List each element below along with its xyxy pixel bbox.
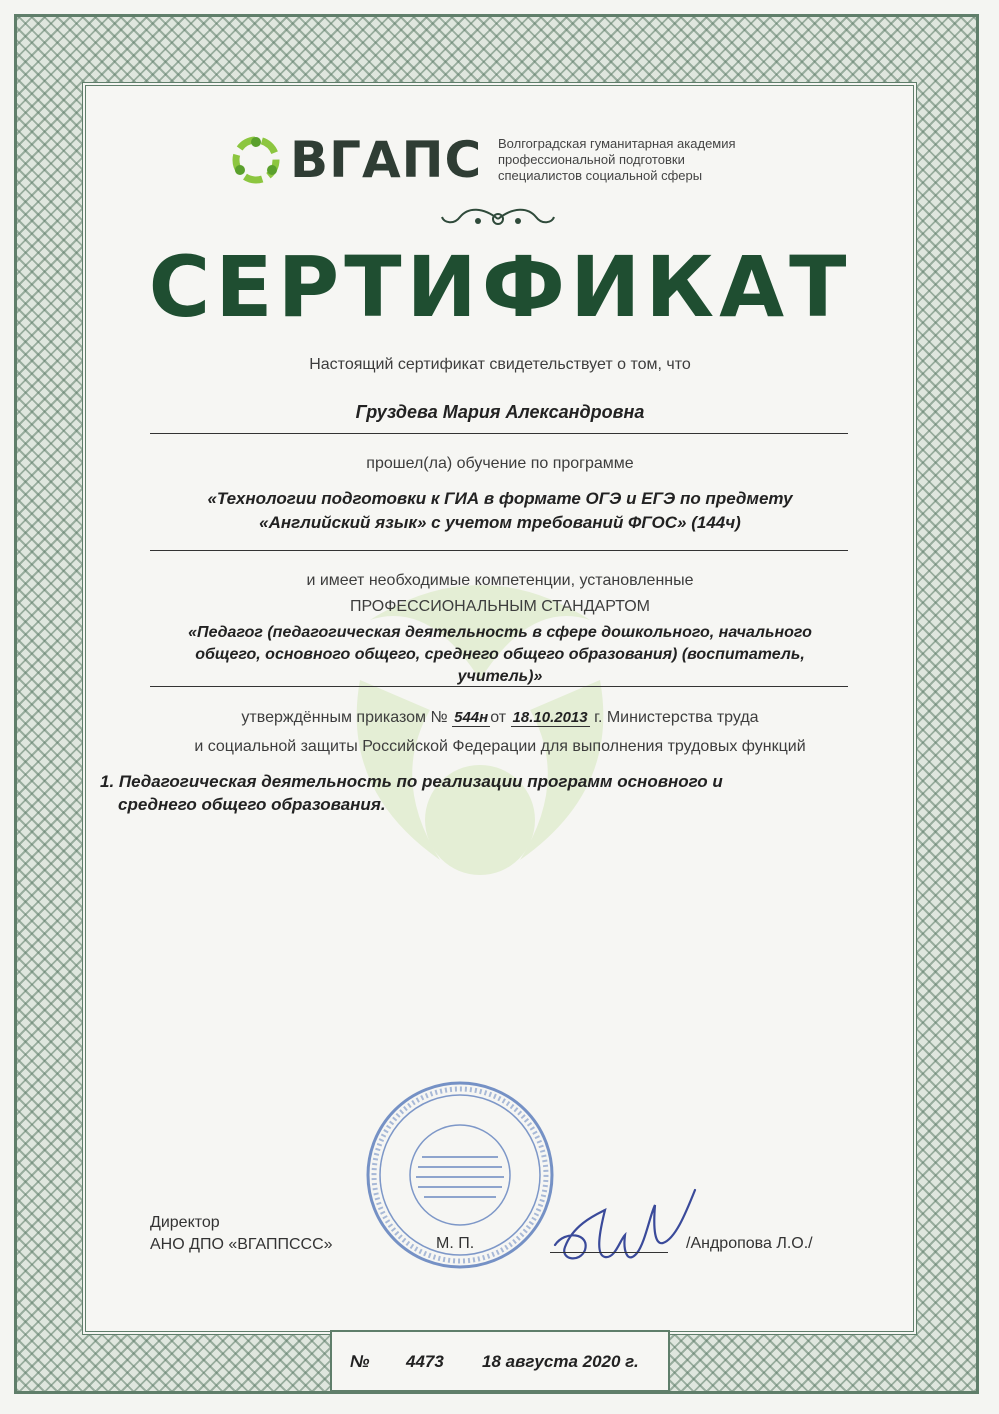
logo-emblem-icon: [230, 134, 282, 186]
order-line-2: и социальной защиты Российской Федерации для выполнения трудовых функций: [194, 738, 806, 755]
order-line: утверждённым приказом № 544н от 18.10.2013 г. Министерства труда: [241, 709, 759, 726]
intro-text: Настоящий сертификат свидетельствует о том, что: [309, 356, 691, 373]
certificate-title: СЕРТИФИКАТ: [148, 238, 852, 336]
program-title: «Технологии подготовки к ГИА в формате ОГЭ и ЕГЭ по предмету «Английский язык» с учетом требований ФГОС» (144ч): [207, 489, 793, 532]
number-label: №: [350, 1352, 370, 1371]
order-date: 18.10.2013: [512, 709, 588, 726]
logo-subtitle: Волгоградская гуманитарная академия профессиональной подготовки специалистов социальной сферы: [498, 136, 736, 183]
stamp-place: М. П.: [436, 1235, 475, 1252]
issue-date: 18 августа 2020 г.: [482, 1352, 639, 1371]
standard-title: «Педагог (педагогическая деятельность в сфере дошкольного, начального общего, основного общего, среднего общего образования) (воспитатель, учитель)»: [188, 624, 812, 685]
handwritten-signature-icon: [545, 1175, 705, 1275]
program-intro: прошел(ла) обучение по программе: [366, 455, 634, 472]
signer-name: /Андропова Л.О./: [686, 1235, 813, 1252]
divider: [150, 686, 848, 687]
competence-intro: и имеет необходимые компетенции, установленные: [306, 572, 694, 589]
divider: [150, 433, 848, 434]
order-number: 544н: [454, 709, 489, 726]
flourish-ornament-icon: [438, 205, 558, 233]
certificate-number-box: [330, 1330, 670, 1392]
director-title: Директор АНО ДПО «ВГАППССС»: [150, 1214, 333, 1253]
signature-line: [550, 1252, 668, 1253]
logo-wordmark: ВГАПС: [290, 131, 483, 189]
academy-logo: [230, 130, 790, 190]
labor-functions: 1. Педагогическая деятельность по реализации программ основного и среднего общего образования.: [100, 772, 723, 814]
recipient-name: Груздева Мария Александровна: [355, 402, 645, 422]
standard-label: ПРОФЕССИОНАЛЬНЫМ СТАНДАРТОМ: [349, 598, 650, 615]
certificate-number: 4473: [406, 1352, 444, 1371]
divider: [150, 550, 848, 551]
